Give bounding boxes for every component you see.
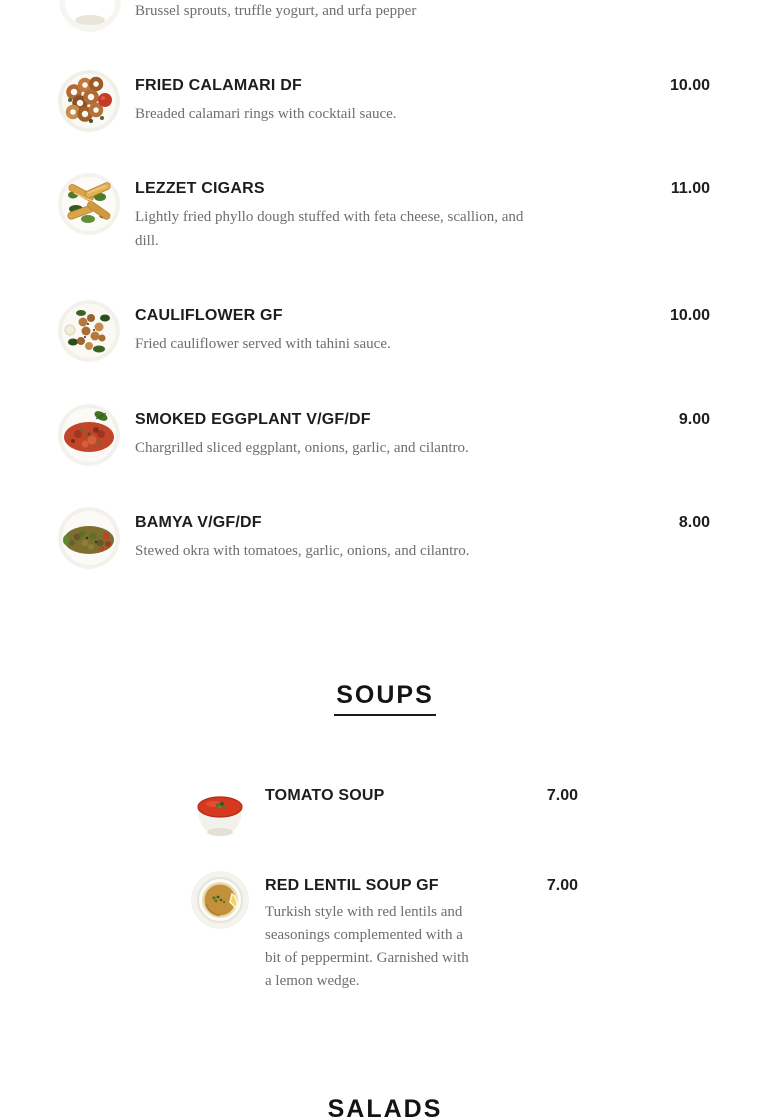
salads-heading: SALADS [326,1095,445,1120]
dish-price: 9.00 [678,411,710,428]
soups-heading: SOUPS [334,681,436,716]
lezzet-cigars-photo [58,173,120,235]
dish-price: 7.00 [546,877,578,894]
dish-name: SMOKED EGGPLANT V/GF/DF [135,411,371,428]
red-lentil-soup-photo [190,870,250,930]
dish-description: Stewed okra with tomatoes, garlic, onions, and cilantro. [135,543,470,559]
dish-name: BAMYA V/GF/DF [135,514,262,531]
cauliflower-photo [58,300,120,362]
dish-description: Breaded calamari rings with cocktail sauce. [135,106,397,122]
dish-description: Chargrilled sliced eggplant, onions, garlic, and cilantro. [135,440,469,456]
smoked-eggplant-photo [58,404,120,466]
fried-calamari-photo [58,70,120,132]
dish-description: Fried cauliflower served with tahini sauce. [135,336,391,352]
dish-name: TOMATO SOUP [265,787,385,804]
dish-description: Lightly fried phyllo dough stuffed with feta cheese, scallion, and dill. [135,209,524,249]
dish-name: FRIED CALAMARI DF [135,77,302,94]
soups-section-header [0,681,770,716]
salads-section-header [0,1095,770,1120]
dish-price: 11.00 [670,180,710,197]
dish-name: RED LENTIL SOUP GF [265,877,439,894]
tomato-soup-photo [190,780,250,840]
dish-description: Turkish style with red lentils and seasonings complemented with a bit of peppermint. Garnished with a lemon wedge. [265,904,469,989]
dish-price: 7.00 [546,787,578,804]
dish-price: 8.00 [678,514,710,531]
brussels-sprouts-photo [59,0,121,32]
bamya-photo [58,507,120,569]
dish-price: 10.00 [669,307,710,324]
dish-price: 10.00 [669,77,710,94]
dish-description: Brussel sprouts, truffle yogurt, and urfa pepper [135,3,417,19]
dish-name: LEZZET CIGARS [135,180,265,197]
dish-name: CAULIFLOWER GF [135,307,283,324]
